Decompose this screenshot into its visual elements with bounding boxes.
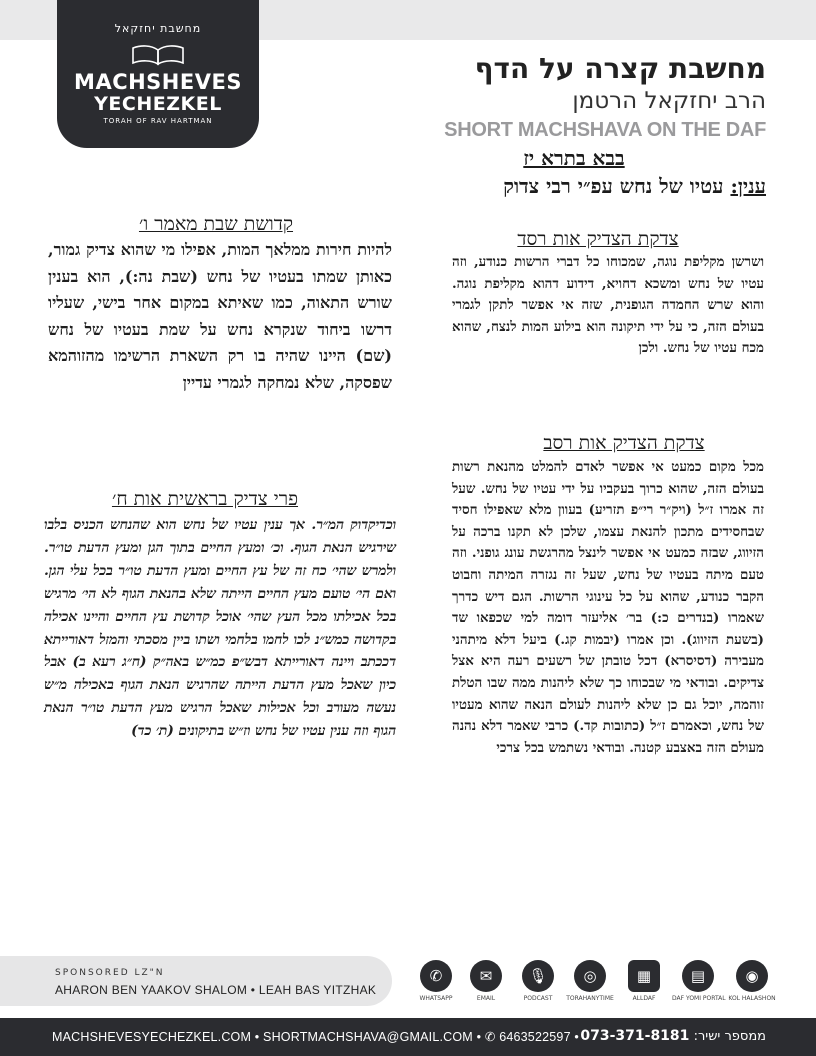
torahanytime-link[interactable] [564,960,616,1002]
page-title-hebrew: מחשבת קצרה על הדף [474,52,766,85]
section-heading-tzidkas-264: צדקת הצדיק אות רסד [517,228,679,250]
footer-bar [0,1018,816,1056]
dafyomi-portal-link[interactable] [672,960,724,1002]
section-heading-tzidkas-262: צדקת הצדיק אות רסב [543,432,705,454]
section-heading-kedushas-shabbos: קדושת שבת מאמר ו׳ [138,213,294,235]
kol-halashon-icon: ◉ [736,960,768,992]
whatsapp-number[interactable]: 6463522597 [499,1030,571,1044]
whatsapp-icon: ✆ [420,960,452,992]
direct-phone-label: ממספר ישיר: [693,1029,766,1044]
whatsapp-link[interactable] [410,960,462,1002]
dafyomi-portal-label: DAF YOMI PORTAL [672,995,726,1002]
section-text-tzidkas-262: מכל מקום כמעט אי אפשר לאדם להמלט מהנאת רשות בעולם הזה, שהוא כרוך בעקביו על ידי עטיו של נחש. שעל זה אמרו ז״ל (ויק״ר רי״פ תזריע) בעוון מלא שאפילו חסיד שבחסידים מתכון להנאת עצמו, שלכן לא תקנו ברכה על הזיווג, שבזה כמעט אי אפשר לינצל מהרגשת עונג גופני. וזה טעם מיתה בעטיו של נחש, שעל זה נגזרה המיתה וחבוט הקבר כנודע, שהוא על כל עינוגי הרשות. הגם דיש כדרך שאמרו (בנדרים כ:) בר׳ אליעזר דומה למי שכפאו שד (בשעת הזיווג). וכן אמרו (יבמות קג.) ביעל דלא מיתהני מעבירה (דסיסרא) דכל טובתן של רשעים רעה היא אצל צדיקים. ובודאי מי שבכוחו כך שלא ליהנות ממה שבו הטלת זוהמה, יוכל גם כן שלא ליהנות לעולם הנאה שהוא מעטיו של נחש, וכאמרם ז״ל (כתובות קד.) כרבי שאמר דלא נהנה מעולם הזה באצבע קטנה. ובודאי נשתמש בכל צרכי [452,459,764,756]
email-address-link[interactable]: SHORTMACHSHAVA@GMAIL.COM [263,1030,473,1044]
sponsor-label: SPONSORED LZ"N [55,968,165,978]
direct-phone [580,1028,766,1044]
author-name: הרב יחזקאל הרטמן [572,88,766,114]
podcast-label: PODCAST [523,995,553,1002]
alldaf-label: ALLDAF [632,995,656,1002]
open-book-icon [129,44,187,66]
podcast-icon: 🎙 [522,960,554,992]
alldaf-icon: ▦ [628,960,660,992]
logo-hebrew-name: מחשבת יחזקאל [114,22,202,35]
topic-line [503,174,766,199]
section-text-kedushas-shabbos: להיות חירות ממלאך המות, אפילו מי שהוא צדיק גמור, כאותן שמתו בעטיו של נחש (שבת נה:), הוא בענין שורש התאוה, כמו שאיתא במקום אחר בישי, שעליו דרשו ביחוד שנקרא נחש על שמת בעטיו של נחש (שם) היינו שהיה בו רק השארת הרשימו מהזוהמא שפסקה, שלא נמחקה לגמרי עדיין [48,240,392,392]
logo-line1: MACHSHEVES [74,70,242,94]
section-text-tzidkas-264: ושרשן מקליפת נוגה, שמכוחו כל דברי הרשות כנודע, וזה עטיו של נחש ומשכא דחויא, דידוע דהוא מקליפת נוגה. והוא שרש החמדה הגופנית, שזה אי אפשר לתקן לגמרי בעולם הזה, כי על ידי תיקונה הוא בילוע המות לנצח, שהוא מכח עטיו של נחש. ולכן [452,254,764,357]
logo-tagline: TORAH OF RAV HARTMAN [103,117,213,125]
section-heading-pri-tzaddik: פרי צדיק בראשית אות ח׳ [111,488,299,510]
links-icon-row [410,960,780,1010]
email-link[interactable] [460,960,512,1002]
separator-dot: • [254,1030,264,1044]
separator-dot: • [476,1030,485,1044]
topic-text: עטיו של נחש עפ״י רבי צדוק [503,174,731,198]
email-icon: ✉ [470,960,502,992]
whatsapp-label: WHATSAPP [419,995,453,1002]
torahanytime-icon: ◎ [574,960,606,992]
website-link[interactable]: MACHSHEVESYECHEZKEL.COM [52,1030,252,1044]
email-label: EMAIL [476,995,496,1002]
kol-halashon-label: KOL HALASHON [728,995,776,1002]
page-title-english: SHORT MACHSHAVA ON THE DAF [444,119,766,141]
direct-phone-number[interactable]: 073-371-8181 [580,1028,690,1044]
whatsapp-small-icon: ✆ [484,1030,500,1044]
separator-dot: • [574,1030,579,1044]
daf-reference: בבא בתרא יז [523,146,625,170]
podcast-link[interactable] [512,960,564,1002]
kol-halashon-link[interactable] [726,960,778,1002]
topic-label: ענין: [730,174,766,198]
alldaf-link[interactable] [618,960,670,1002]
logo[interactable] [57,0,259,148]
footer-contacts [52,1029,579,1044]
dafyomi-portal-icon: ▤ [682,960,714,992]
logo-line2: YECHEZKEL [94,93,222,115]
sponsor-names: AHARON BEN YAAKOV SHALOM • LEAH BAS YITZHAK [55,983,377,997]
torahanytime-label: TORAHANYTIME [566,995,614,1002]
sponsor-banner [0,956,392,1006]
section-text-pri-tzaddik: וכדיקדוק המ״ר. אך ענין עטיו של נחש הוא שהנחש הכניס בלבו שירגיש הנאת הגוף. וכ׳ ומעץ החיים בתוך הגן ומעץ הדעת טו״ר. ולמרש שהי׳ כח זה של עץ החיים ומעץ הדעת טו״ר בכל עלי הגן. ואם הי׳ טועם מעץ החיים הייתה שלא בהנאת הגוף לא הי׳ מרגיש בכל אכילתו מכל העץ שהי׳ אוכל קדושת עץ החיים והיינו אכילה בקדושה כמש״נ לכו לחמו בלחמי ושתו ביין מסכתי והמזל דאורייתא דככתב ויינה דאורייתא דבש״פ כמ״ש באה״ק (ח״ג רעא ב) אבל כיון שאכל מעץ הדעת הייתה שהרגיש הנאת הגוף באכילה מ״ש נעשה מעורב וכל אכילות שאכל הרגיש מעץ הדעת טו״ר הנאת הגוף וזה ענין עטיו של נחש וז״ש בתיקונים (ת׳ כד) [44,517,396,740]
